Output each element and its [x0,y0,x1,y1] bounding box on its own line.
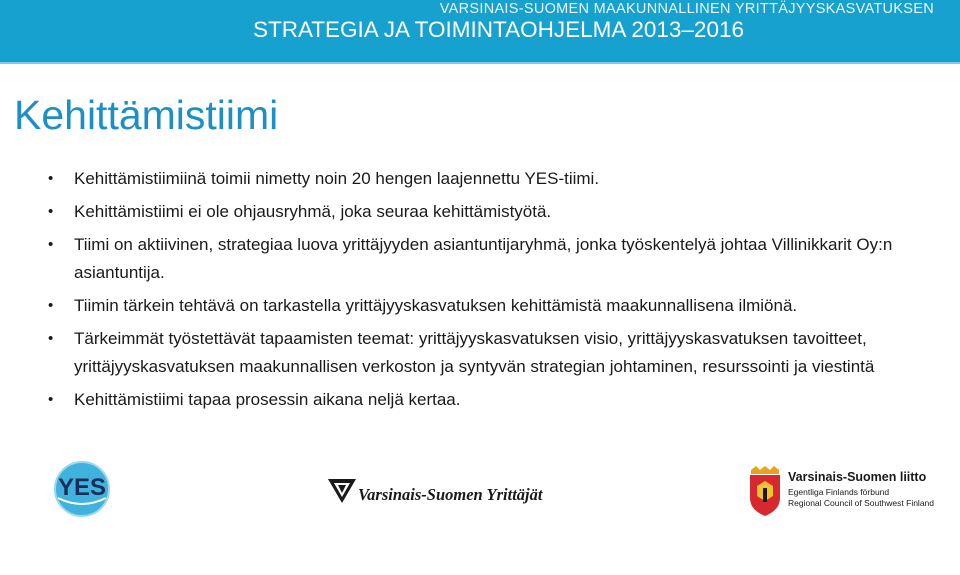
bullet-dot: • [48,203,54,220]
bullet-dot: • [48,236,54,253]
bullet-text: Kehittämistiimi ei ole ohjausryhmä, joka seuraa kehittämistyötä. [74,202,552,221]
bullet-text: Kehittämistiimiinä toimii nimetty noin 20 hengen laajennettu YES-tiimi. [74,169,600,188]
header-title: STRATEGIA JA TOIMINTAOHJELMA 2013–2016 [252,17,744,42]
bullet-text: Tiimin tärkein tehtävä on tarkastella yrittäjyyskasvatuksen kehittämistä maakunnallisena ilmiönä. [74,296,798,315]
bullet-list [48,165,928,419]
coat-of-arms-icon [748,466,782,516]
bullet-item [48,198,928,226]
bullet-text: Kehittämistiimi tapaa prosessin aikana neljä kertaa. [74,390,461,409]
bullet-item [48,386,928,414]
svg-text:YES: YES [57,474,107,501]
bullet-item [48,231,928,287]
slide-title: Kehittämistiimi [14,92,279,138]
yes-logo-icon [44,458,120,518]
bullet-item [48,325,928,381]
header-subtitle: VARSINAIS-SUOMEN MAAKUNNALLINEN YRITTÄJYYSKASVATUKSEN [439,1,934,17]
vsl-logo-title: Varsinais-Suomen liitto [788,470,927,484]
bullet-dot: • [48,297,54,314]
bullet-text: Tärkeimmät työstettävät tapaamisten teemat: yrittäjyyskasvatuksen visio, yrittäjyyskasvatuksen tavoitteet, yrittäjyyskasvatuksen maakunnallisen verkoston ja syntyvän strategian johtaminen, resurssointi ja viestintä [74,329,875,376]
bullet-dot: • [48,330,54,347]
bullet-dot: • [48,170,54,187]
header-divider [0,62,960,64]
bullet-item [48,165,928,193]
yes-logo [44,458,120,518]
vsy-mark-icon [328,477,356,505]
vsl-logo-subtitle-en: Regional Council of Southwest Finland [788,498,935,508]
varsinais-suomen-liitto-logo [748,466,948,520]
bullet-text: Tiimi on aktiivinen, strategiaa luova yrittäjyyden asiantuntijaryhmä, jonka työskentelyä johtaa Villinikkarit Oy:n asiantuntija. [74,235,893,282]
header-bar [0,0,960,62]
bullet-dot: • [48,391,54,408]
bullet-item [48,292,928,320]
varsinais-suomen-yrittajat-logo [328,477,558,507]
vsl-logo-subtitle-sv: Egentliga Finlands förbund [788,487,890,497]
vsy-logo-text: Varsinais-Suomen Yrittäjät [358,485,543,504]
